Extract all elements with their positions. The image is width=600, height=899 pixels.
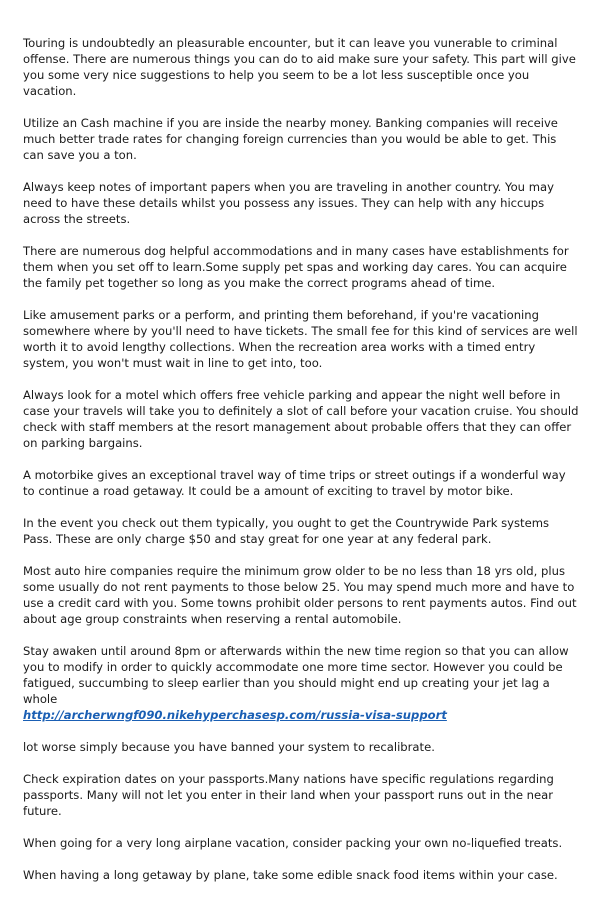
paragraph-13: When going for a very long airplane vacation, consider packing your own no-liquefied treats. [23,836,563,850]
paragraph-8: In the event you check out them typically, you ought to get the Countrywide Park systems Pass. These are only charge $50 and stay great for one year at any federal park. [23,516,550,546]
paragraph-12: Check expiration dates on your passports.Many nations have specific regulations regarding passports. Many will not let you enter in their land when your passport runs out in the near future. [23,772,554,818]
paragraph-2: Utilize an Cash machine if you are inside the nearby money. Banking companies will receive much better trade rates for changing foreign currencies than you would be able to get. This can save you a ton. [23,116,558,162]
russia-visa-support-link[interactable]: http://archerwngf090.nikehyperchasesp.com/russia-visa-support [23,708,447,722]
paragraph-10: Stay awaken until around 8pm or afterwards within the new time region so that you can allow you to modify in order to quickly accommodate one more time sector. However you could be fatigued, succumbing to sleep earlier than you should might end up creating your jet lag a whole [23,644,569,706]
paragraph-9: Most auto hire companies require the minimum grow older to be no less than 18 yrs old, plus some usually do not rent payments to those below 25. You may spend much more and have to use a credit card with you. Some towns prohibit older persons to rent payments autos. Find out about age group constraints when reserving a rental automobile. [23,564,577,626]
paragraph-1: Touring is undoubtedly an pleasurable encounter, but it can leave you vunerable to criminal offense. There are numerous things you can do to aid make sure your safety. This part will give you some very nice suggestions to help you seem to be a lot less susceptible once you vacation. [23,36,576,98]
paragraph-14: When having a long getaway by plane, take some edible snack food items within your case. [23,868,558,882]
paragraph-6: Always look for a motel which offers free vehicle parking and appear the night well before in case your travels will take you to definitely a slot of call before your vacation cruise. You should check with staff members at the resort management about probable offers that they can offer on parking bargains. [23,388,579,450]
paragraph-3: Always keep notes of important papers when you are traveling in another country. You may need to have these details whilst you possess any issues. They can help with any hiccups across the streets. [23,180,554,226]
document-page [23,35,579,899]
paragraph-7: A motorbike gives an exceptional travel way of time trips or street outings if a wonderful way to continue a road getaway. It could be a amount of exciting to travel by motor bike. [23,468,566,498]
paragraph-11: lot worse simply because you have banned your system to recalibrate. [23,740,435,754]
paragraph-4: There are numerous dog helpful accommodations and in many cases have establishments for them when you set off to learn.Some supply pet spas and working day cares. You can acquire the family pet together so long as you make the correct programs ahead of time. [23,244,569,290]
paragraph-5: Like amusement parks or a perform, and printing them beforehand, if you're vacationing somewhere where by you'll need to have tickets. The small fee for this kind of services are well worth it to avoid lengthy collections. When the recreation area works with a timed entry system, you won't must wait in line to get into, too. [23,308,578,370]
